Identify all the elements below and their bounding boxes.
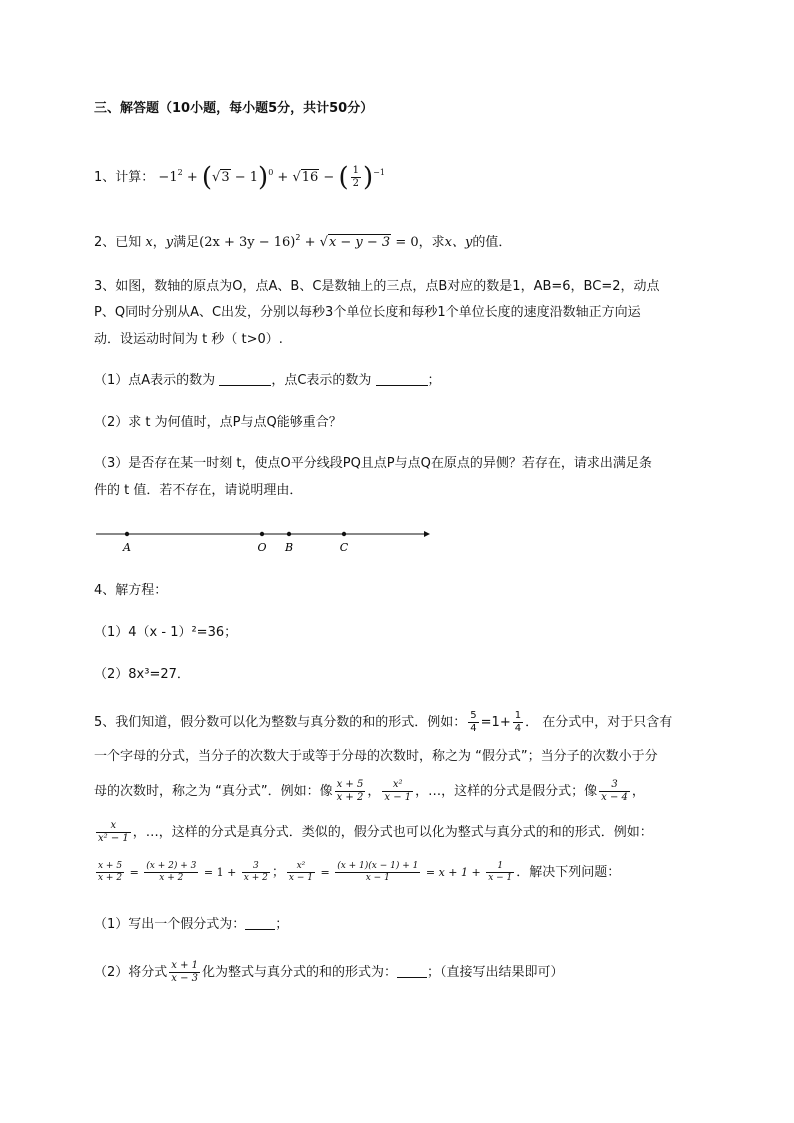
fraction-example: $\frac{(x + 1)(x - 1) + 1}{x - 1}$ — [337, 861, 419, 883]
question-2-vars: x、y — [444, 235, 473, 250]
point-c — [342, 532, 346, 536]
question-2-text: 2、已知 — [94, 235, 142, 250]
question-3-part-1 — [94, 372, 441, 390]
label-a: A — [123, 541, 131, 554]
question-5-part-2 — [94, 956, 564, 990]
equals-zero: = 0 — [391, 235, 419, 250]
label-c: C — [339, 541, 349, 554]
question-3-line-1: 3、如图，数轴的原点为O，点A、B、C是数轴上的三点，点B对应的数是1，AB=6，BC=2，动点 — [94, 279, 660, 294]
var-y: y — [165, 235, 174, 250]
fraction-example: $\frac{3}{x + 2}$ — [243, 861, 268, 883]
q5-text: ．解决下列问题： — [516, 865, 621, 880]
q5-text: 母的次数时，称之为 “真分式”．例如：像 — [94, 784, 333, 799]
arrow-icon — [424, 531, 430, 537]
question-3-line-3: 动．设运动时间为 t 秒（ t>0）. — [94, 332, 283, 347]
q5-text: ． 在分式中，对于只含有 — [525, 715, 673, 730]
comma: ， — [367, 784, 381, 799]
question-4-part-1: （1）4（x - 1）²=36； — [94, 625, 238, 640]
fraction-example: $\frac{x + 5}{x + 2}$ — [336, 779, 364, 803]
part-2-text: 化为整式与真分式的和的形式为： — [202, 965, 398, 980]
question-3-line-2: P、Q同时分别从A、C出发，分别以每秒3个单位长度和每秒1个单位长度的速度沿数轴正方向运 — [94, 305, 641, 320]
answer-blank-c[interactable] — [376, 372, 428, 386]
equals: = — [126, 866, 143, 879]
part-1-text: ； — [275, 917, 289, 932]
fraction-example: $\frac{\text{x²}}{x - 1}$ — [288, 861, 313, 883]
point-b — [287, 532, 291, 536]
question-2-text: ，求 — [418, 235, 445, 250]
fraction-example: $\frac{x + 5}{x + 2}$ — [98, 861, 123, 883]
question-2-text: 的值． — [472, 235, 512, 250]
question-3-part-3-line-2: 件的 t 值．若不存在，请说明理由． — [94, 483, 303, 498]
point-a — [125, 532, 129, 536]
semicolon: ； — [271, 865, 285, 880]
label-o: O — [257, 541, 267, 554]
question-3-part-2: （2）求 t 为何值时，点P与点Q能够重合？ — [94, 415, 342, 430]
part-1-text: ，点C表示的数为 — [271, 373, 372, 388]
var-x: x — [145, 235, 153, 250]
sqrt-symbol: √ — [319, 235, 328, 250]
q5-text: ，…，这样的分式是真分式．类似的，假分式也可以化为整式与真分式的和的形式．例如： — [132, 825, 653, 840]
question-3-part-3-line-1: （3）是否存在某一时刻 t，使点O平分线段PQ且点P与点Q在原点的异侧？若存在，请求出满足条 — [94, 456, 652, 471]
fraction-example: $\frac{3}{x - 4}$ — [601, 779, 628, 803]
fraction-1-4: $\frac{1}{4}$ — [514, 710, 522, 734]
plus-sign: + — [300, 235, 320, 250]
part-1-text: （1）点A表示的数为 — [94, 373, 216, 388]
part-2-text: ；（直接写出结果即可） — [427, 965, 564, 980]
question-5-line-2: 一个字母的分式，当分子的次数大于或等于分母的次数时，称之为 “假分式”；当分子的次数小于分 — [94, 749, 658, 764]
question-5-line-5 — [94, 857, 620, 889]
question-4-title: 4、解方程： — [94, 583, 168, 598]
question-2-expression: (2x + 3y − 16) — [199, 235, 296, 250]
question-2-text: 满足 — [173, 235, 200, 250]
answer-blank-improper-fraction[interactable] — [245, 916, 275, 930]
equals: = x + 1 + — [422, 866, 485, 879]
comma: ， — [631, 784, 645, 799]
part-1-text: ； — [427, 373, 441, 388]
fraction-example: $\frac{x}{\text{x² − 1}}$ — [98, 820, 129, 844]
question-5-line-4 — [94, 817, 653, 849]
point-o — [260, 532, 264, 536]
equals: = 1 + — [200, 866, 240, 879]
fraction-5-4: $\frac{5}{4}$ — [470, 710, 477, 734]
q5-text: 5、我们知道，假分数可以化为整数与真分数的和的形式．例如： — [94, 715, 467, 730]
part-1-text: （1）写出一个假分式为： — [94, 917, 246, 932]
section-title: 三、解答题（10小题，每小题5分，共计50分） — [94, 101, 374, 116]
fraction-example: $\frac{\text{x²}}{x - 1}$ — [384, 779, 412, 803]
question-2 — [94, 229, 511, 252]
question-5-line-1 — [94, 707, 672, 739]
label-b: B — [284, 541, 294, 554]
question-5-part-1 — [94, 916, 288, 934]
radicand: x − y − 3 — [328, 235, 391, 250]
comma: ， — [152, 235, 166, 250]
question-1-prefix: 1、计算： — [94, 170, 155, 185]
answer-blank-decomposition[interactable] — [397, 964, 427, 978]
fraction-example: $\frac{1}{x - 1}$ — [488, 861, 513, 883]
q5-text: =1+ — [480, 715, 511, 730]
question-5-line-3 — [94, 776, 645, 808]
fraction-example: $\frac{(x + 2) + 3}{x + 2}$ — [146, 861, 197, 883]
fraction-given: $\frac{x + 1}{x - 3}$ — [171, 960, 199, 984]
exponent: 2 — [295, 233, 301, 242]
question-1 — [94, 158, 385, 193]
question-1-formula: $-1^2 + (√3 - 1)^0 + √16$ − ( $\frac{1}{2}$ )$^{-1}$ — [158, 162, 385, 193]
part-2-text: （2）将分式 — [94, 965, 168, 980]
question-4-part-2: （2）8x³=27． — [94, 667, 190, 682]
number-line-figure — [90, 524, 435, 558]
q5-text: ，…，这样的分式是假分式；像 — [415, 784, 598, 799]
answer-blank-a[interactable] — [219, 372, 271, 386]
equals: = — [316, 866, 334, 879]
